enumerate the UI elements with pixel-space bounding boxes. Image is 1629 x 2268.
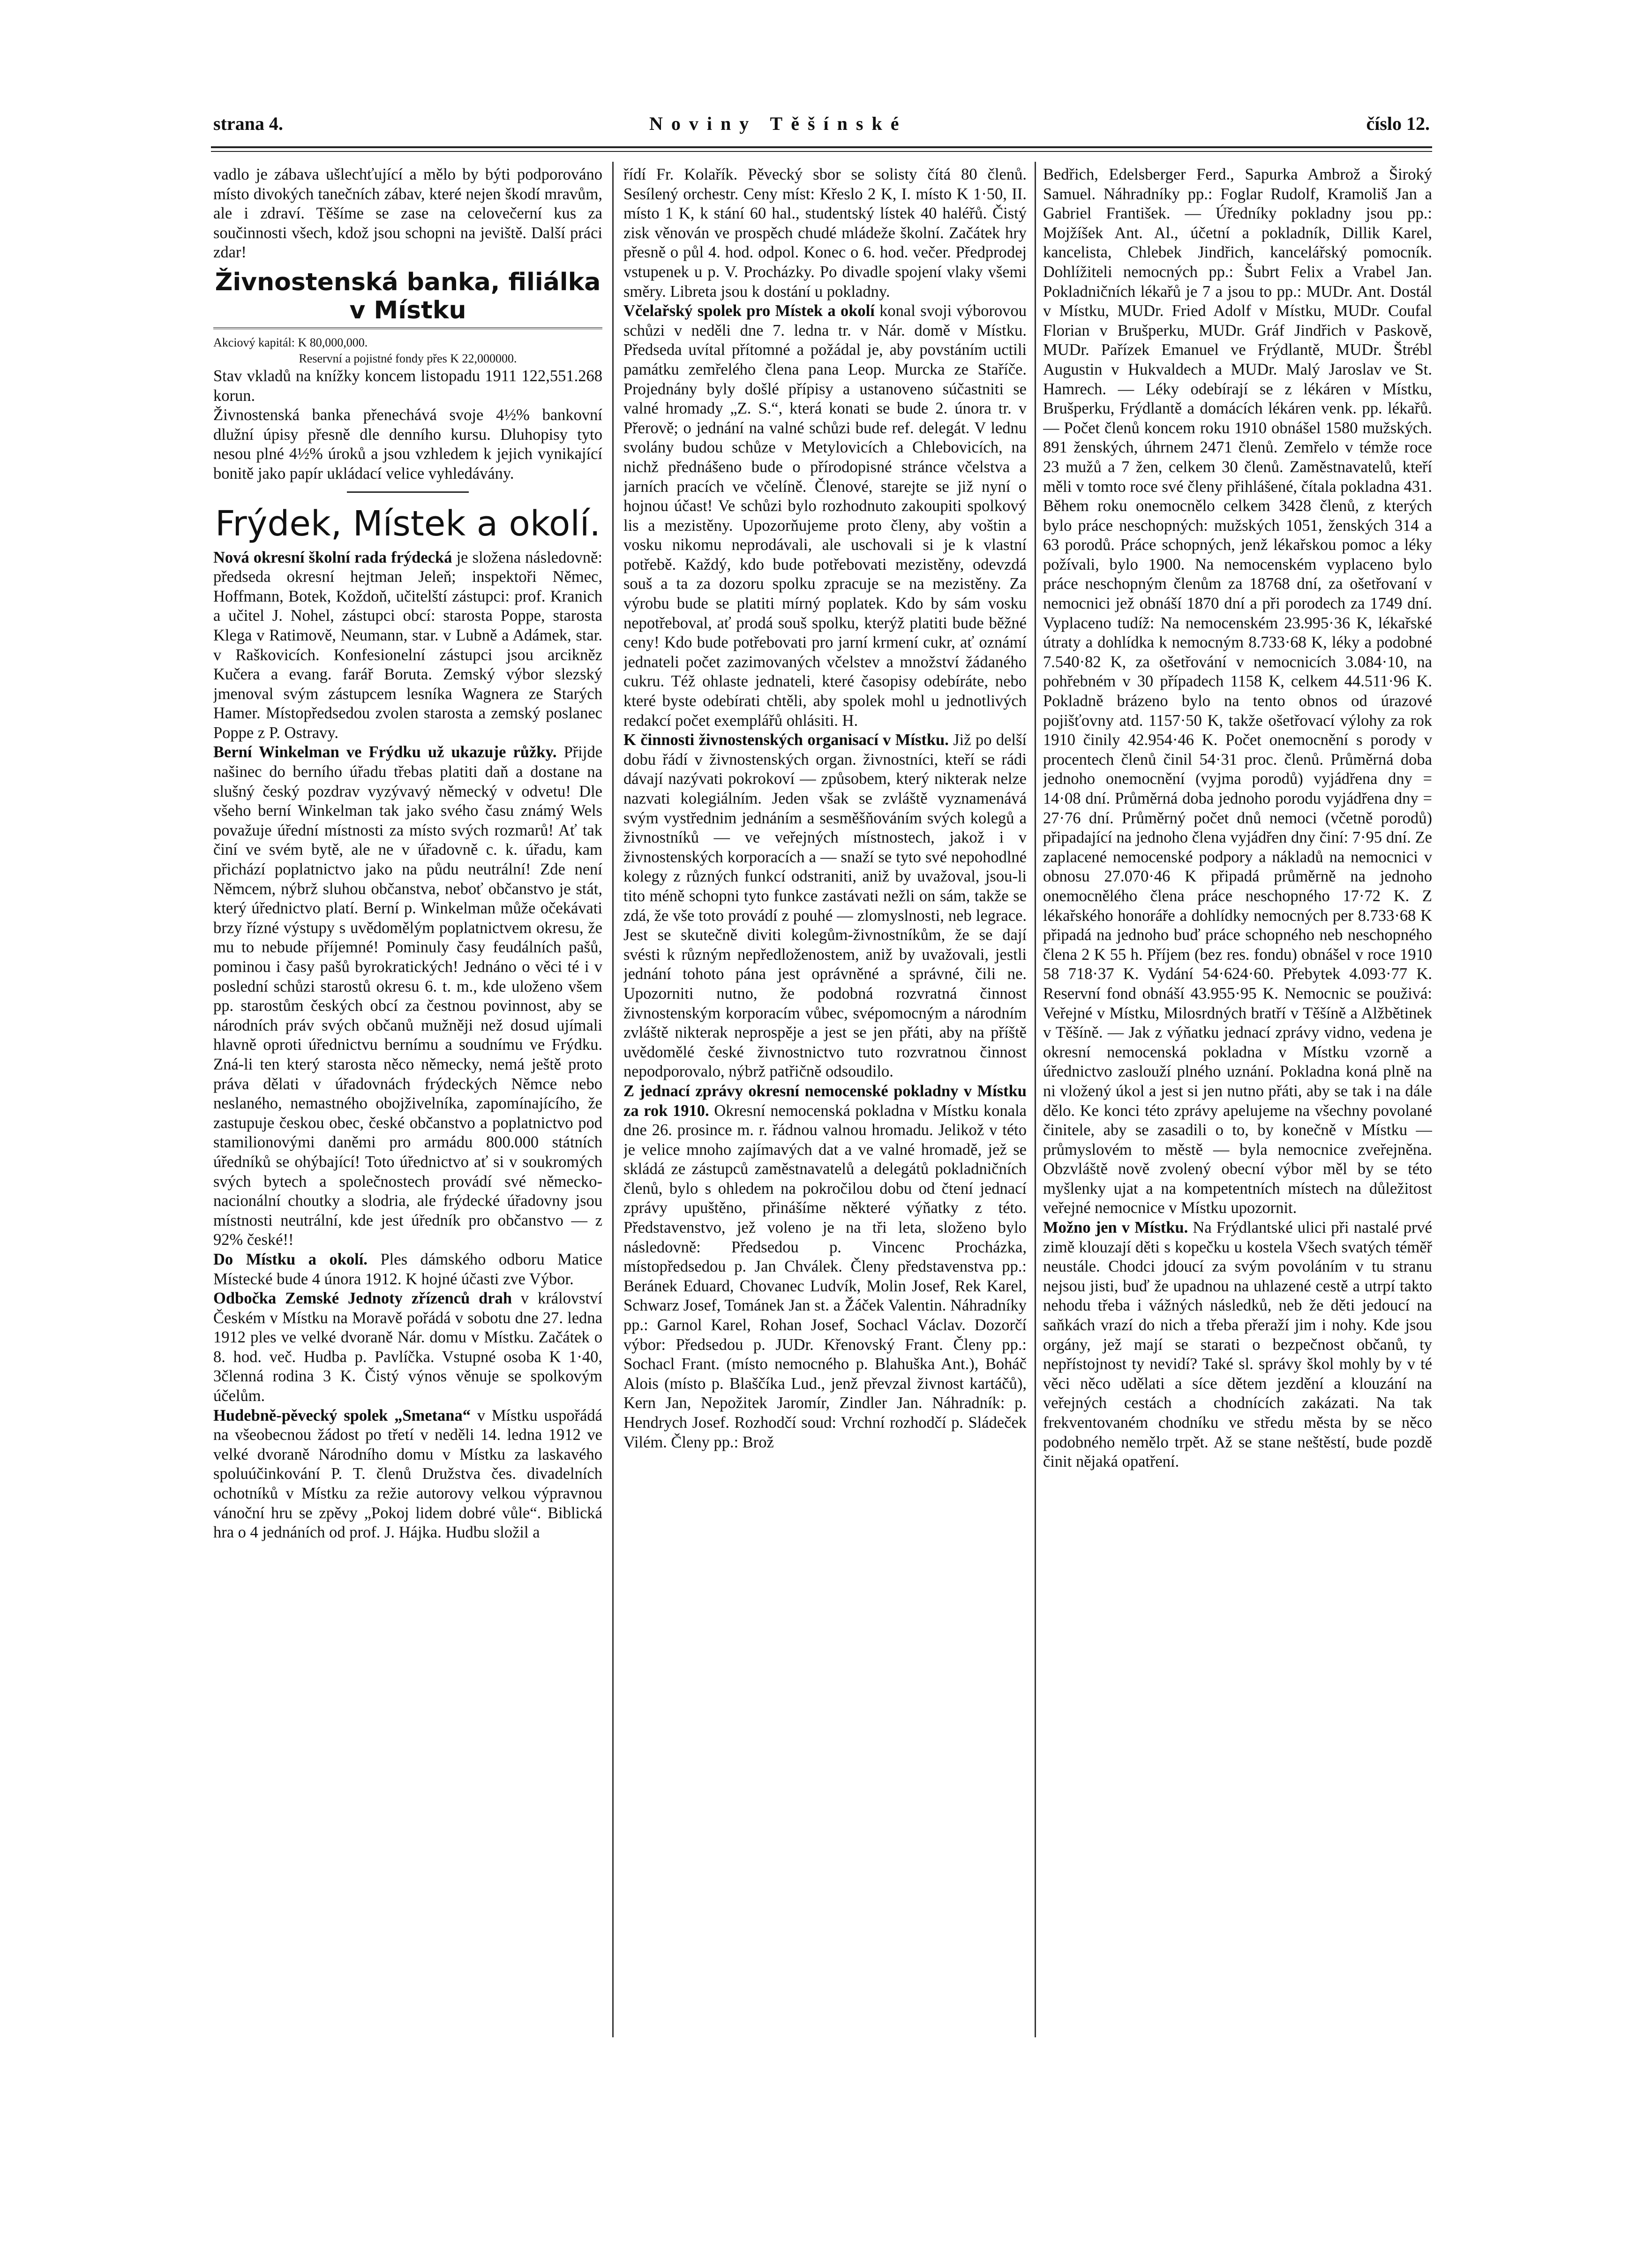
article-lead: K činnosti živnostenských organisací v Místku.: [623, 731, 949, 749]
article-text: Na Frýdlantské ulici při nastalé prvé zimě klouzají děti s kopečku u kostela Všech svatých téměř neustále. Chodci jdoucí za svým povoláním v tu stranu nejsou jisti, buď že upadnou na uhlazené cestě a utrpí takto nehodu třeba i vážných následků, neb že děti jedoucí na saňkách vrazí do nich a třeba přeraží jim i nohy. Kde jsou orgány, jež mají se starati o bezpečnost občanů, ty nepřístojnost ty nevidí? Také sl. správy škol mohly by v té věci něco udělati a síce dětem jezdění a klouzání na veřejných cestách a chodnících zakázati. Na tak frekventovaném chodníku ve středu města by se něco podobného nemělo trpět. Až se stane neštěstí, bude pozdě činit nějaká opatření.: [1043, 1219, 1432, 1471]
bank-capital: Akciový kapitál: K 80,000,000.: [213, 335, 368, 349]
article-text: Ples dámského odboru Matice Místecké bude 4 února 1912. K hojné účasti zve Výbor.: [213, 1250, 602, 1288]
article-text: je složena následovně: předseda okresní hejtman Jeleň; inspektoři Němec, Hoffmann, Botek, Koždoň, učitelští zástupci: prof. Kranich a učitel J. Nohel, zástupci obcí: starosta Poppe, starosta Klega v Ratimově, Neumann, star. v Lubně a Adámek, star. v Raškovicích. Konfesionelní zástupci jsou arcikněz Kučera a evang. farář Boruta. Zemský výbor slezský jmenoval svým zástupcem lesníka Wagnera ze Starých Hamer. Místopředsedou zvolen starosta a zemský poslanec Poppe z P. Ostravy.: [213, 548, 602, 742]
article-text: v království Českém v Místku na Moravě pořádá v sobotu dne 27. ledna 1912 ples ve velké dvoraně Nár. domu v Místku. Začátek o 8. hod. več. Hudba p. Pavlíčka. Vstupné osoba K 1·40, 3členná rodina 3 K. Čistý výnos věnuje se spolkovým účelům.: [213, 1289, 602, 1405]
article-text: řídí Fr. Kolařík. Pěvecký sbor se solisty čítá 80 členů. Sesílený orchestr. Ceny míst: Křeslo 2 K, I. místo K 1·50, II. místo 1 K, k stání 60 hal., studentský lístek 40 haléřů. Čistý zisk věnován ve prospěch chudé mládeže školní. Začátek hry přesně o půl 4. hod. odpol. Konec o 6. hod. večer. Předprodej vstupenek u p. V. Procházky. Po divadle spojení vlaky všemi směry. Libreta jsou k dostání u pokladny.: [623, 166, 1027, 301]
article-lead: Nová okresní školní rada frýdecká: [213, 548, 452, 566]
article-text: Bedřich, Edelsberger Ferd., Sapurka Ambrož a Široký Samuel. Náhradníky pp.: Foglar Rudolf, Kramoliš Jan a Gabriel František. — Úředníky pokladny jsou pp.: Mojžíšek Ant. Al., účetní a pokladník, Dillik Karel, kancelista, Chlebek Jindřich, kancelářský pomocník. Dohlížiteli nemocných pp.: Šubrt Felix a Vrabel Jan. Pokladničních lékařů je 7 a jsou to pp.: MUDr. Ant. Dostál v Místku, MUDr. Fried Adolf v Místku, MUDr. Coufal Florian v Brušperku, MUDr. Gráf Jindřich v Paskově, MUDr. Pařízek Emanuel ve Frýdlantě, MUDr. Štrébl Augustin v Hukvaldech a MUDr. Malý Jaroslav ve St. Hamrech. — Léky odebírají se z lékáren v Místku, Brušperku, Frýdlantě a domácích lékáren venk. pp. lékařů. — Počet členů koncem roku 1910 obnášel 1580 mužských. 891 ženských, úhrnem 2471 členů. Zemřelo v témže roce 23 mužů a 7 žen, celkem 30 členů. Zaměstnavatelů, kteří měli v tomto roce své členy přihlášené, čítala pokladna 431. Během roku onemocnělo celkem 3428 členů, z kterých bylo práce neschopných: mužských 1051, ženských 314 a 63 porodů. Práce schopných, jenž lékařskou pomoc a léky požívali, bylo 1900. Na nemocenském vyplaceno bylo práce neschopným členům za 18768 dní, za ošetřovaní v nemocnici jež obnáší 1870 dní a při porodech za 1749 dní. Vyplaceno tudíž: Na nemocenském 23.995·36 K, lékařské útraty a dohlídka k nemocným 8.733·68 K, léky a podobné 7.540·82 K, za ošetřování v nemocnicích 3.084·10, na pohřebném v 30 případech 1158 K, celkem 44.511·96 K. Pokladně brázeno bylo na tento obnos od úrazové pojišťovny atd. 1157·50 K, takže ošetřovací výlohy za rok 1910 činily 42.954·46 K. Počet onemocnění s porody v procentech členů činil 54·31 proc. členů. Průměrná doba jednoho onemocnění (vyjma porodů) vyjádřena dny = 14·08 dní. Průměrná doba jednoho porodu vyjádřena dny = 27·76 dní. Průměrný počet dnů nemoci (včetně porodů) připadající na jednoho člena vyjádřen dny činí: 7·95 dní. Ze zaplacené nemocenské podpory a nákladů na nemocnici v obnosu 27.070·46 K připadá průměrně na jednoho onemocnělého člena práce neschopného 17·72 K. Z lékařského honoráře a dohlídky nemocných per 8.733·68 K připadá na jednoho buď práce schopného neb neschopného člena 2 K 55 h. Příjem (bez res. fondu) obnášel v roce 1910 58 718·37 K. Vydání 54·624·60. Přebytek 4.093·77 K. Reservní fond obnáší 43.955·95 K. Nemocnic se použivá: Veřejné v Místku, Milosrdných bratří v Těšíně a Alžbětinek v Těšíně. — Jak z výňatku jednací zprávy vidno, vedena je okresní nemocenská pokladna v Místku vzorně a úřednictvo zaslouží plného uznání. Pokladna koná plně na ni vložený úkol a jest si jen nutno přáti, aby se tak i na dále dělo. Ke konci této zprávy apelujeme na všechny povolané činitele, aby se zasadili o to, by konečně v Místku — průmyslovém to městě — byla nemocnice zveřejněna. Obzvláště nově zvolený obecní výbor měl by se této myšlenky ujat a na kompetentních místech na důležitost veřejné nemocnice v Místku upozornit.: [1043, 166, 1432, 1217]
column-2: [623, 165, 1027, 1452]
article-intro: vadlo je zábava ušlechťující a mělo by býti podporováno místo divokých tanečních zábav, které nejen škodí mravům, ale i zdraví. Těšíme se zase na celovečerní kus za součinnosti všech, kdož jsou schopni na jeviště. Další práci zdar!: [213, 166, 602, 262]
article-text: Okresní nemocenská pokladna v Místku konala dne 26. prosince m. r. řádnou valnou hromadu. Jelikož v této je velice mnoho zajímavých dat a ve valné hromadě, jež se skládá ze zástupců zaměstnavatelů a delegátů pokladničních členů, bylo s ohledem na pokročilou dobu od čtení jednací zprávy upuštěno, přinášíme některé výňatky z této. Představenstvo, jež voleno je na tři leta, složeno bylo následovně: Předsedou p. Vincenc Procházka, místopředsedou p. Jan Chválek. Členy představenstva pp.: Beránek Eduard, Chovanec Ludvík, Molin Josef, Rek Karel, Schwarz Josef, Tománek Jan st. a Žáček Valentin. Náhradníky pp.: Garnol Karel, Rohan Josef, Sochacl Václav. Dozorčí výbor: Předsedou p. JUDr. Křenovský Frant. Členy pp.: Sochacl Frant. (místo nemocného p. Blahuška Ant.), Boháč Alois (místo p. Blaščíka Lud., jenž převzal živnost kartáčů), Kern Jan, Nepožitek Jaromír, Zindler Jan. Náhradník: p. Hendrych Josef. Rozhodčí soud: Vrchní rozhodčí p. Sládeček Vilém. Členy pp.: Brož: [623, 1101, 1027, 1451]
page-number: strana 4.: [213, 113, 283, 134]
divider: [213, 327, 602, 332]
column-3: [1043, 165, 1432, 1472]
article-lead: Možno jen v Místku.: [1043, 1219, 1188, 1237]
column-divider: [612, 162, 614, 2037]
page-header: [213, 113, 1430, 141]
article-lead: Do Místku a okolí.: [213, 1250, 368, 1268]
article-lead: Z jednací zprávy okresní nemocenské pokladny v Místku za rok 1910.: [623, 1082, 1027, 1120]
issue-number: číslo 12.: [1366, 113, 1430, 134]
section-title: Frýdek, Místek a okolí.: [215, 503, 601, 544]
article-lead: Odbočka Zemské Jednoty zřízenců drah: [213, 1289, 512, 1308]
bank-text: Živnostenská banka přenechává svoje 4½% bankovní dlužní úpisy přesně dle denního kursu. Dluhopisy tyto nesou plné 4½% úroků a jsou vzhledem k jejich vynikající bonitě jako papír ukládací velice vyhledávány.: [213, 406, 602, 482]
article-text: v Místku uspořádá na všeobecnou žádost po třetí v neděli 14. ledna 1912 ve velké dvoraně Národního domu v Místku za laskavého spoluúčinkování P. T. členů Družstva čes. divadelních ochotníků v Místku za režie autorovy velkou výpravnou vánoční hru se zpěvy „Pokoj lidem dobré vůle“. Biblická hra o 4 jednáních od prof. J. Hájka. Hudbu složil a: [213, 1406, 602, 1542]
article-text: konal svoji výborovou schůzi v neděli dne 7. ledna tr. v Nár. domě v Místku. Předseda uvítal přítomné a požádal je, aby povstáním uctili památku zemřelého člena pana Leop. Murcka ze Staříče. Projednány byly došlé přípisy a ustanoveno súčastniti se valné hromady „Z. S.“, která konati se bude 2. února tr. v Přerově; o jednání na valné schůzi bude ref. delegát. V lednu svolány budou schůze v Metylovicích a Chlebovicích, na nichž přednášeno bude o přírodopisné stránce včelstva a jarních pracích ve včelíně. Členové, starejte se již nyní o hojnou účast! Ve schůzi bylo rozhodnuto zakoupiti spolkový lis a mezistěny. Upozorňujeme proto členy, aby voštin a vosku nikomu neprodávali, ale uschovali si je k vlastní potřebě. Každý, kdo bude potřebovati mezistěny, odevzdá souš a ta za dozoru spolku zpracuje se na mezistěny. Za výrobu bude se platiti mírný poplatek. Kdo by sám vosku nepotřeboval, ať prodá souš spolku, kterýž platiti bude běžné ceny! Kdo bude potřebovati pro jarní krmení cukr, ať oznámí jednateli počet zazimovaných včelstev a množství žádaného cukru. Též ohlaste jednateli, které časopisy odebíráte, nebo které byste odebírati chtěli, aby spolek mohl u jednotlivých redakcí počet exemplářů ohlásiti. H.: [623, 302, 1027, 730]
divider: [347, 491, 469, 493]
article-lead: Berní Winkelman ve Frýdku už ukazuje růžky.: [213, 743, 557, 761]
bank-deposits: Stav vkladů na knížky koncem listopadu 1911 122,551.268 korun.: [213, 367, 602, 405]
bank-advert-title: Živnostenská banka, filiálka: [215, 268, 601, 296]
header-rule-thin: [211, 151, 1432, 152]
column-1: [213, 165, 602, 1543]
column-divider: [1035, 162, 1036, 2037]
newspaper-title: Noviny Těšínské: [649, 113, 908, 134]
bank-funds: Reservní a pojistné fondy přes K 22,000000.: [299, 351, 517, 365]
article-text: Již po delší dobu řádí v živnostenských organ. živnostníci, kteří se rádi dávají nazývati pokrokoví — způsobem, který nikterak nelze nazvati kolegiálním. Jeden však se zvláště vyznamenává svým vystřednim jednáním a sesměšňováním svých kolegů a živnostníků — ve veřejných místnostech, jakož i v živnostenských korporacích a — snaží se tyto své nepohodlné kolegy z různých funkcí odstraniti, aniž by uvažoval, jsou-li tito méně schopni tyto funkce zastávati nežli on sám, takže se zdá, že vše toto provádí z pouhé — zlomyslnosti, neb legrace. Jest se skutečně diviti kolegům-živnostníkům, že se dají svésti k různým nepředloženostem, aniž by uvažovali, jestli jednání tohoto pána jest oprávněné a správné, čili ne. Upozorniti nutno, že podobná rozvratná činnost živnostenským korporacím vůbec, svépomocným a národním zvláště nikterak neprospěje a jest se jen přáti, aby na příště uvědomělé české živnostnictvo tuto rozvratnou činnost nepodporovalo, nýbrž patřičně odsoudilo.: [623, 731, 1027, 1081]
header-rule: [211, 146, 1432, 148]
article-lead: Včelařský spolek pro Místek a okolí: [623, 302, 875, 320]
article-text: Přijde našinec do berního úřadu třebas platiti daň a dostane na slušný český pozdrav vyzývavý německý v odvetu! Dle všeho berní Winkelman tak jako svého času známý Wels považuje úřední místnosti za místo svých rozmarů! Ať tak činí ve svém bytě, ale ne v úřadovně c. k. úřadu, kam přichází poplatnictvo jako na půdu neutrální! Zde není Němcem, nýbrž sluhou občanstva, neboť občanstvo je stát, který úřednictvo platí. Berní p. Winkelman může očekávati brzy řízné výstupy s uvědomělým poplatnictvem okresu, že mu to nebude příjemné! Pominuly časy feudálních pašů, pominou i časy pašů byrokratických! Jednáno o věci té i v poslední schůzi starostů okresu 6. t. m., kde uloženo všem pp. starostům českých obcí za čestnou povinnost, aby se národních práv svých občanů mužněji než dosud ujímali hlavně oproti úřednictvu bernímu a soudnímu ve Frýdku. Zná-li ten který starosta něco německy, nemá ještě proto práva dělati v úřadovnách frýdeckých Němce nebo neslaného, nemastného obojživelníka, zapomínajícího, že zastupuje českou obec, české občanstvo a poplatnictvo pod stamilionovými daněmi pro armádu 800.000 státních úředníků se ohýbající! Toto úřednictvo ať si v soukromých svých bytech a společnostech provádí své německo-nacionální choutky a slodria, ale frýdecké úřadovny jsou místnosti neutrální, kde jest úředník pro občanstvo — z 92% české!!: [213, 743, 602, 1249]
article-lead: Hudebně-pěvecký spolek „Smetana“: [213, 1406, 471, 1424]
bank-advert-location: v Místku: [349, 296, 466, 324]
